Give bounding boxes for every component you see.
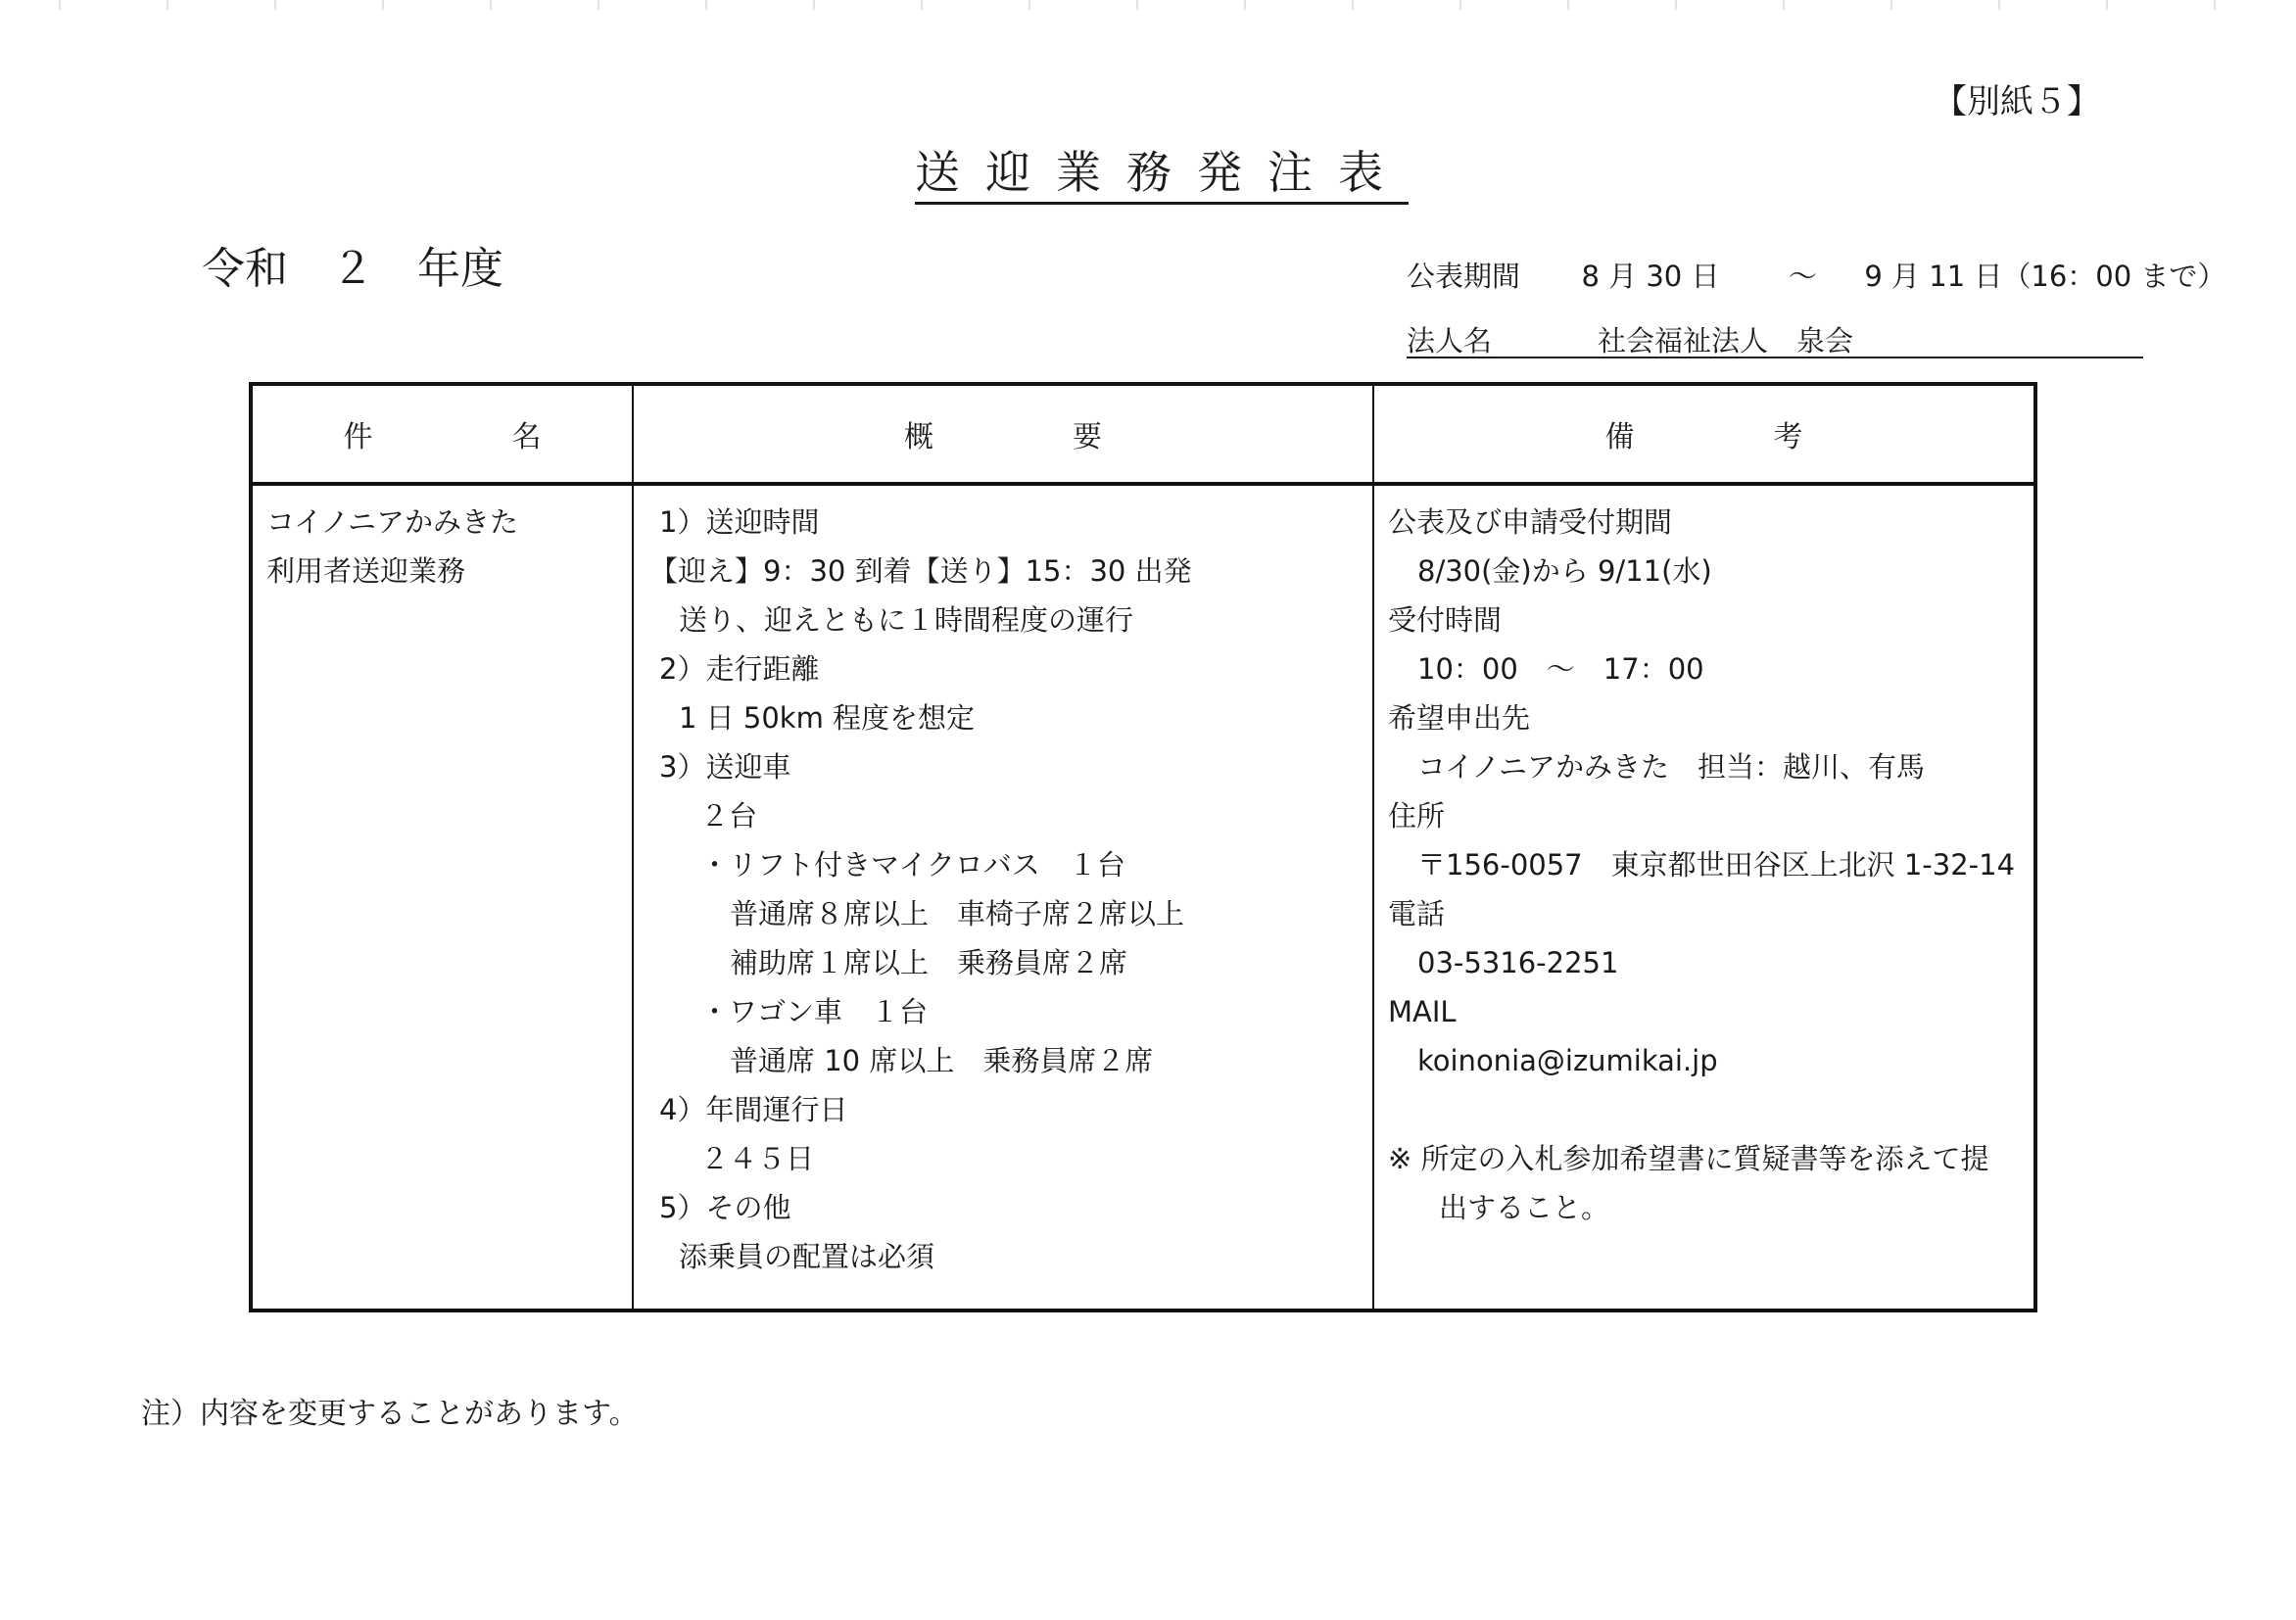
remarks-line: 03-5316-2251 (1417, 946, 1619, 979)
summary-line: ・リフト付きマイクロバス １台 (700, 848, 1125, 881)
order-table (249, 382, 2037, 1312)
subject-cell (251, 484, 633, 1310)
scan-artifact-line (0, 0, 2296, 10)
remarks-cell (1373, 484, 2035, 1310)
remarks-line: 電話 (1388, 897, 1446, 930)
summary-line: 添乗員の配置は必須 (679, 1240, 935, 1273)
summary-line: 普通席８席以上 車椅子席２席以上 (730, 897, 1185, 930)
corporation-line (1407, 319, 2143, 358)
annex-label: 【別紙５】 (1934, 82, 2100, 121)
remarks-line: koinonia@izumikai.jp (1417, 1044, 1718, 1077)
remarks-line: 住所 (1388, 799, 1446, 833)
summary-line: 5）その他 (659, 1191, 791, 1224)
remarks-line: 10：00 ～ 17：00 (1417, 652, 1704, 686)
remarks-spacer (1388, 1085, 2020, 1134)
summary-line: 1 日 50km 程度を想定 (679, 701, 976, 735)
remarks-line: MAIL (1388, 995, 1457, 1028)
footnote: 注）内容を変更することがあります。 (141, 1397, 639, 1431)
header-remarks: 備 考 (1373, 384, 2035, 484)
summary-line: 3）送迎車 (659, 750, 791, 784)
document-title-text: 送迎業務発注表 (915, 146, 1409, 199)
subject-line: 利用者送迎業務 (266, 554, 466, 588)
summary-cell (633, 484, 1373, 1310)
period-to: 9 月 11 日（16：00 まで） (1864, 260, 2226, 293)
header-subject: 件 名 (251, 384, 633, 484)
summary-line: 2）走行距離 (659, 652, 820, 686)
summary-line: 送り、迎えともに１時間程度の運行 (679, 603, 1134, 637)
remarks-line: 受付時間 (1388, 603, 1503, 637)
remarks-line: ※ 所定の入札参加希望書に質疑書等を添えて提 (1388, 1142, 1989, 1175)
summary-line: ２４５日 (700, 1142, 815, 1175)
period-label: 公表期間 (1407, 260, 1521, 293)
period-from: 8 月 30 日 (1581, 260, 1720, 293)
subject-line: コイノニアかみきた (266, 505, 518, 539)
summary-line: ・ワゴン車 １台 (700, 995, 929, 1028)
remarks-line: 出すること。 (1439, 1191, 1610, 1224)
corporation-label: 法人名 (1407, 324, 1493, 357)
remarks-line: 8/30(金)から 9/11(水) (1417, 554, 1712, 588)
summary-line: 補助席１席以上 乗務員席２席 (730, 946, 1128, 979)
publication-period (1407, 255, 2225, 295)
remarks-line: 〒156-0057 東京都世田谷区上北沢 1-32-14 (1417, 848, 2016, 881)
corporation-name: 社会福祉法人 泉会 (1598, 324, 1854, 357)
summary-line: 1）送迎時間 (659, 505, 820, 539)
header-summary: 概 要 (633, 384, 1373, 484)
summary-line: 【迎え】9：30 到着【送り】15：30 出発 (649, 554, 1192, 588)
summary-line: 普通席 10 席以上 乗務員席２席 (730, 1044, 1154, 1077)
summary-line: ２台 (700, 799, 758, 833)
period-tilde: ～ (1788, 260, 1817, 293)
document-title (0, 137, 2296, 202)
fiscal-year: 令和 ２ 年度 (202, 244, 503, 294)
remarks-line: 公表及び申請受付期間 (1388, 505, 1673, 539)
table-header-row (251, 384, 2035, 484)
remarks-line: 希望申出先 (1388, 701, 1531, 735)
table-row (251, 484, 2035, 1310)
remarks-line: コイノニアかみきた 担当：越川、有馬 (1417, 750, 1925, 784)
summary-line: 4）年間運行日 (659, 1093, 848, 1126)
